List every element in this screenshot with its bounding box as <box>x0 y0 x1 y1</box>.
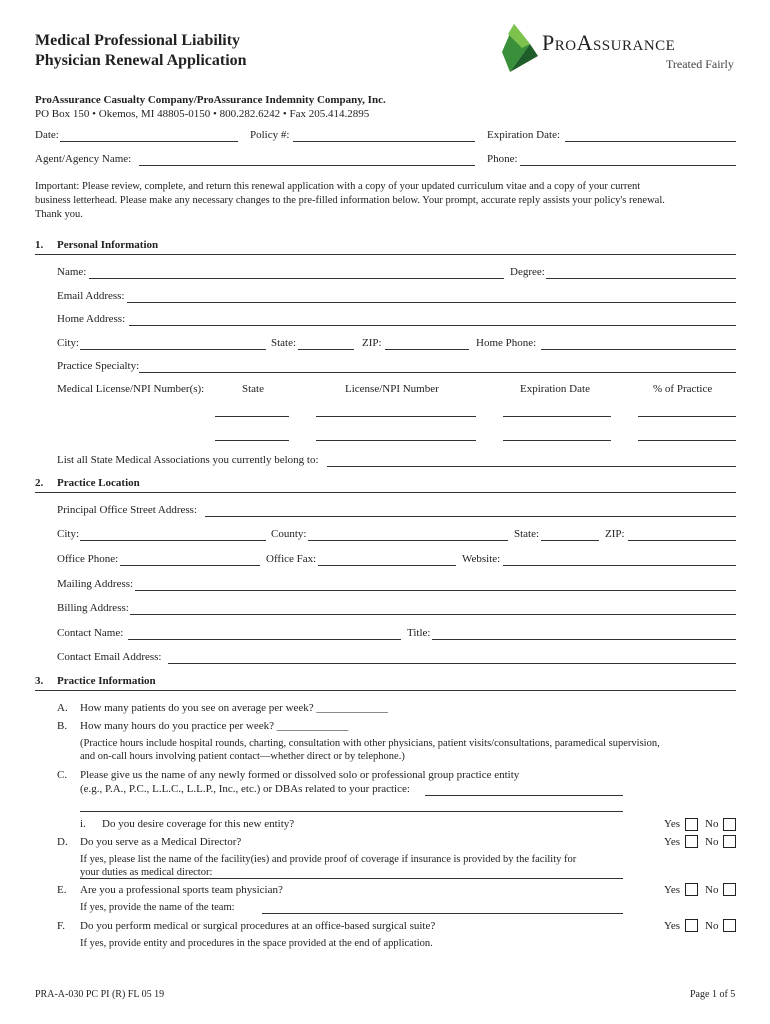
degree-field[interactable] <box>546 278 736 279</box>
question-e-note: If yes, provide the name of the team: <box>80 902 235 913</box>
contact-title-label: Title: <box>407 627 431 639</box>
form-title-line2: Physician Renewal Application <box>35 52 247 69</box>
billing-address-label: Billing Address: <box>57 602 129 614</box>
page-number: Page 1 of 5 <box>690 989 736 1000</box>
question-f-no-checkbox[interactable] <box>723 919 736 932</box>
associations-label: List all State Medical Associations you currently belong to: <box>57 454 319 466</box>
license-number-field-1[interactable] <box>316 416 476 417</box>
date-label: Date: <box>35 129 59 141</box>
logo-wordmark: ProAssurance <box>542 30 676 55</box>
question-d-yes-checkbox[interactable] <box>685 835 698 848</box>
question-e-field[interactable] <box>262 913 623 914</box>
question-d-no-checkbox[interactable] <box>723 835 736 848</box>
question-f-yes-label: Yes <box>664 920 681 932</box>
license-percent-field-1[interactable] <box>638 416 736 417</box>
office-fax-field[interactable] <box>318 565 456 566</box>
contact-title-field[interactable] <box>432 639 736 640</box>
question-e-no-checkbox[interactable] <box>723 883 736 896</box>
street-address-field[interactable] <box>205 516 736 517</box>
policy-number-field[interactable] <box>293 141 475 142</box>
question-ci-yes-checkbox[interactable] <box>685 818 698 831</box>
home-phone-label: Home Phone: <box>476 337 537 349</box>
mailing-address-label: Mailing Address: <box>57 578 134 590</box>
policy-label: Policy #: <box>250 129 290 141</box>
state-field[interactable] <box>298 349 354 350</box>
question-ci-text: Do you desire coverage for this new entity? <box>102 818 295 830</box>
license-state-field-2[interactable] <box>215 440 289 441</box>
question-ci-no-checkbox[interactable] <box>723 818 736 831</box>
section2-title: Practice Location <box>57 477 140 489</box>
office-state-field[interactable] <box>541 540 599 541</box>
question-f-text: Do you perform medical or surgical procedures at an office-based surgical suite? <box>80 920 436 932</box>
license-expiration-field-1[interactable] <box>503 416 611 417</box>
name-field[interactable] <box>89 278 504 279</box>
office-state-label: State: <box>514 528 540 540</box>
name-label: Name: <box>57 266 87 278</box>
logo-leaf-icon <box>500 22 540 74</box>
email-label: Email Address: <box>57 290 125 302</box>
question-c-field-1[interactable] <box>425 795 623 796</box>
section1-title: Personal Information <box>57 239 159 251</box>
question-d-text: Do you serve as a Medical Director? <box>80 836 242 848</box>
question-a-text[interactable]: How many patients do you see on average per week? _____________ <box>80 702 388 714</box>
question-d-field[interactable] <box>80 878 623 879</box>
office-fax-label: Office Fax: <box>266 553 317 565</box>
question-f-note: If yes, provide entity and procedures in the space provided at the end of application. <box>80 938 433 949</box>
license-expiration-field-2[interactable] <box>503 440 611 441</box>
office-city-field[interactable] <box>80 540 266 541</box>
section1-divider <box>35 254 736 255</box>
question-d-no-label: No <box>705 836 719 848</box>
question-ci-num: i. <box>80 818 86 830</box>
question-b-letter: B. <box>57 720 68 732</box>
state-label: State: <box>271 337 297 349</box>
question-e-letter: E. <box>57 884 67 896</box>
office-phone-label: Office Phone: <box>57 553 119 565</box>
question-e-text: Are you a professional sports team physician? <box>80 884 283 896</box>
office-zip-label: ZIP: <box>605 528 625 540</box>
specialty-label: Practice Specialty: <box>57 360 140 372</box>
question-b-text[interactable]: How many hours do you practice per week? _____________ <box>80 720 349 732</box>
question-c-text-line2: (e.g., P.A., P.C., L.L.C., L.L.P., Inc., etc.) or DBAs related to your practice: <box>80 783 410 795</box>
logo-tagline: Treated Fairly <box>666 57 734 71</box>
question-d-note-line2: your duties as medical director: <box>80 867 213 878</box>
license-percent-field-2[interactable] <box>638 440 736 441</box>
question-ci-yes-label: Yes <box>664 818 681 830</box>
question-ci-no-label: No <box>705 818 719 830</box>
question-a-letter: A. <box>57 702 68 714</box>
question-c-field-2[interactable] <box>80 811 623 812</box>
date-field[interactable] <box>60 141 238 142</box>
website-label: Website: <box>462 553 501 565</box>
proassurance-logo <box>500 20 750 80</box>
question-b-note-line2: and on-call hours involving patient contact—whether direct or by telephone.) <box>80 751 405 762</box>
question-f-no-label: No <box>705 920 719 932</box>
form-title-line1: Medical Professional Liability <box>35 32 241 49</box>
question-d-note-line1: If yes, please list the name of the facility(ies) and provide proof of coverage if insurance is provided by the facility for <box>80 854 577 865</box>
contact-email-label: Contact Email Address: <box>57 651 162 663</box>
email-field[interactable] <box>127 302 736 303</box>
important-line3: Thank you. <box>35 209 83 220</box>
section3-divider <box>35 690 736 691</box>
county-label: County: <box>271 528 307 540</box>
expiration-label: Expiration Date: <box>487 129 561 141</box>
zip-label: ZIP: <box>362 337 382 349</box>
specialty-field[interactable] <box>139 372 736 373</box>
contact-email-field[interactable] <box>168 663 736 664</box>
mailing-address-field[interactable] <box>135 590 736 591</box>
agent-phone-field[interactable] <box>520 165 736 166</box>
degree-label: Degree: <box>510 266 545 278</box>
billing-address-field[interactable] <box>130 614 736 615</box>
home-phone-field[interactable] <box>541 349 736 350</box>
phone-label: Phone: <box>487 153 518 165</box>
street-address-label: Principal Office Street Address: <box>57 504 198 516</box>
section3-number: 3. <box>35 675 44 687</box>
company-address: PO Box 150 • Okemos, MI 48805-0150 • 800.282.6242 • Fax 205.414.2895 <box>35 108 370 120</box>
contact-name-field[interactable] <box>128 639 401 640</box>
county-field[interactable] <box>308 540 508 541</box>
license-label: Medical License/NPI Number(s): <box>57 383 205 395</box>
question-b-note-line1: (Practice hours include hospital rounds, charting, consultation with other physicians, patient visits/consultations, paramedical supervision, <box>80 738 660 749</box>
associations-field[interactable] <box>327 466 736 467</box>
question-e-yes-label: Yes <box>664 884 681 896</box>
question-f-letter: F. <box>57 920 65 932</box>
question-d-letter: D. <box>57 836 68 848</box>
question-c-letter: C. <box>57 769 68 781</box>
agent-label: Agent/Agency Name: <box>35 153 132 165</box>
company-name: ProAssurance Casualty Company/ProAssurance Indemnity Company, Inc. <box>35 94 386 106</box>
form-code: PRA-A-030 PC PI (R) FL 05 19 <box>35 989 165 1000</box>
question-e-yes-checkbox[interactable] <box>685 883 698 896</box>
license-state-field-1[interactable] <box>215 416 289 417</box>
zip-field[interactable] <box>385 349 469 350</box>
office-phone-field[interactable] <box>120 565 260 566</box>
important-line1: Important: Please review, complete, and return this renewal application with a copy of your updated curriculum vitae and a copy of your current <box>35 181 641 192</box>
license-col-expiration: Expiration Date <box>520 383 590 395</box>
home-address-field[interactable] <box>129 325 736 326</box>
city-field[interactable] <box>80 349 266 350</box>
question-e-no-label: No <box>705 884 719 896</box>
question-c-text-line1: Please give us the name of any newly formed or dissolved solo or professional group practice entity <box>80 769 520 781</box>
question-d-yes-label: Yes <box>664 836 681 848</box>
section1-number: 1. <box>35 239 44 251</box>
expiration-date-field[interactable] <box>565 141 736 142</box>
website-field[interactable] <box>503 565 736 566</box>
section2-number: 2. <box>35 477 44 489</box>
important-line2: business letterhead. Please make any necessary changes to the pre-filled information below. Your prompt, accurate reply assists your policy's renewal. <box>35 195 665 206</box>
city-label: City: <box>57 337 80 349</box>
question-f-yes-checkbox[interactable] <box>685 919 698 932</box>
license-col-percent: % of Practice <box>653 383 713 395</box>
office-zip-field[interactable] <box>628 540 736 541</box>
home-address-label: Home Address: <box>57 313 126 325</box>
office-city-label: City: <box>57 528 80 540</box>
contact-name-label: Contact Name: <box>57 627 124 639</box>
section2-divider <box>35 492 736 493</box>
license-number-field-2[interactable] <box>316 440 476 441</box>
agent-name-field[interactable] <box>139 165 475 166</box>
license-col-number: License/NPI Number <box>345 383 439 395</box>
license-col-state: State <box>242 383 264 395</box>
section3-title: Practice Information <box>57 675 156 687</box>
